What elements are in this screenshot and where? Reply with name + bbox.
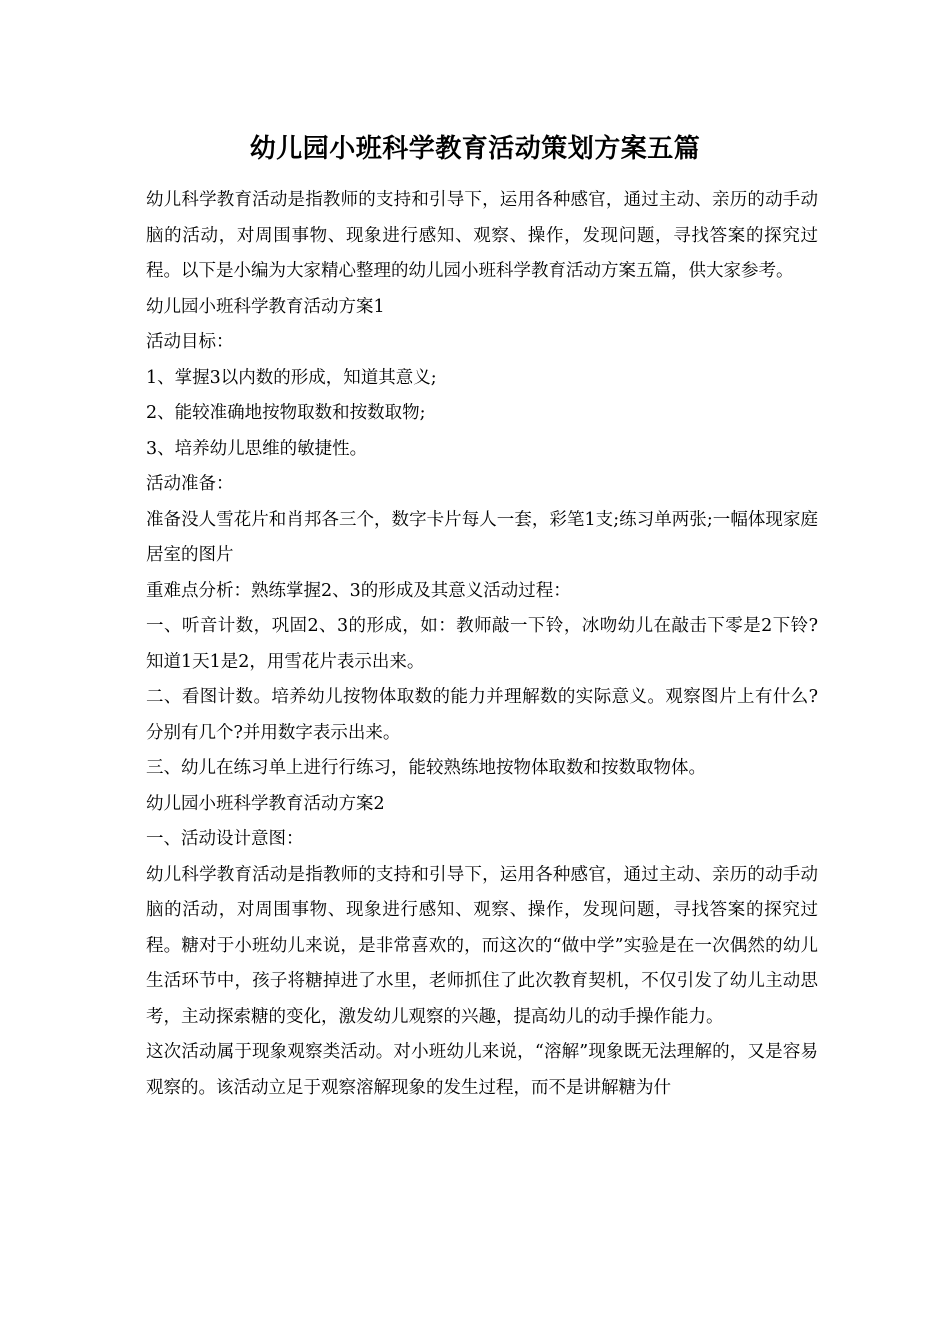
- activity-prep-heading: 活动准备：: [146, 474, 234, 494]
- design-intent-heading: 一、活动设计意图：: [146, 829, 304, 849]
- document-title: 幼儿园小班科学教育活动策划方案五篇: [249, 134, 701, 164]
- activity-prep-paragraph: 准备没人雪花片和肖邦各三个，数字卡片每人一套，彩笔1支;练习单两张;一幅体现家庭居室的图片: [146, 509, 818, 565]
- design-intent-paragraph: 幼儿科学教育活动是指教师的支持和引导下，运用各种感官，通过主动、亲历的动手动脑的活动，对周围事物、现象进行感知、观察、操作，发现问题，寻找答案的探究过程。糖对于小班幼儿来说，是非常喜欢的，而这次的“做中学”实验是在一次偶然的幼儿生活环节中，孩子将糖掉进了水里，老师抓住了此次教育契机，不仅引发了幼儿主动思考，主动探索糖的变化，激发幼儿观察的兴趣，提高幼儿的动手操作能力。: [146, 864, 818, 1027]
- section-heading-plan-1: 幼儿园小班科学教育活动方案1: [146, 296, 385, 317]
- key-points-paragraph: 重难点分析：熟练掌握2、3的形成及其意义活动过程：: [146, 580, 571, 601]
- process-step-2: 二、看图计数。培养幼儿按物体取数的能力并理解数的实际意义。观察图片上有什么?分别有几个?并用数字表示出来。: [146, 687, 818, 743]
- process-step-3: 三、幼儿在练习单上进行行练习，能较熟练地按物体取数和按数取物体。: [146, 758, 706, 778]
- document-body: [146, 183, 818, 1106]
- process-step-1: 一、听音计数，巩固2、3的形成，如：教师敲一下铃，冰吻幼儿在敲击下零是2下铃?知道1天1是2，用雪花片表示出来。: [146, 616, 818, 672]
- section-heading-plan-2: 幼儿园小班科学教育活动方案2: [146, 793, 385, 814]
- activity-goals-heading: 活动目标：: [146, 332, 234, 352]
- goal-item-2: 2、能较准确地按物取数和按数取物;: [146, 403, 426, 423]
- goal-item-1: 1、掌握3以内数的形成，知道其意义;: [146, 367, 437, 388]
- activity-type-paragraph: 这次活动属于现象观察类活动。对小班幼儿来说，“溶解”现象既无法理解的，又是容易观察的。该活动立足于观察溶解现象的发生过程，而不是讲解糖为什: [146, 1042, 818, 1098]
- intro-paragraph: 幼儿科学教育活动是指教师的支持和引导下，运用各种感官，通过主动、亲历的动手动脑的活动，对周围事物、现象进行感知、观察、操作，发现问题，寻找答案的探究过程。以下是小编为大家精心整理的幼儿园小班科学教育活动方案五篇，供大家参考。: [146, 190, 818, 281]
- goal-item-3: 3、培养幼儿思维的敏捷性。: [146, 438, 368, 459]
